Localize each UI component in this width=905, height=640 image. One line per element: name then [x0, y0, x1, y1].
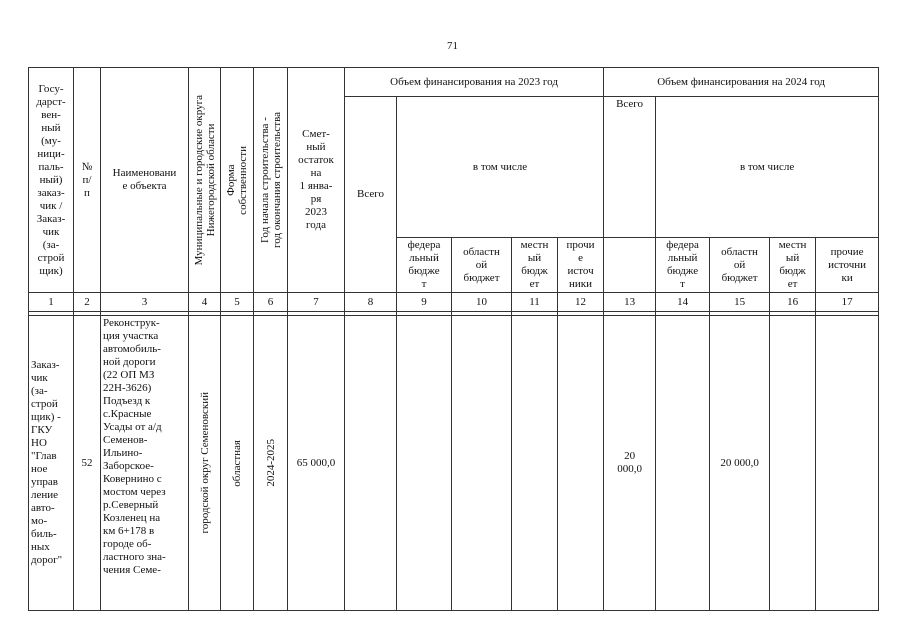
- row-years: 2024-2025: [264, 439, 277, 487]
- header-funding-2024: Объем финансирования на 2024 год: [604, 68, 879, 97]
- row-federal-2023: [397, 316, 452, 611]
- header-ownership: Форма собственности: [225, 145, 249, 215]
- row-municipality: городской округ Семеновский: [198, 392, 211, 534]
- column-number: 14: [656, 293, 710, 312]
- funding-table: [28, 67, 879, 611]
- row-total-2023: [345, 316, 397, 611]
- column-number: 8: [345, 293, 397, 312]
- row-regional-2024: 20 000,0: [710, 316, 770, 611]
- header-empty-2024: [604, 238, 656, 293]
- column-number: 1: [29, 293, 74, 312]
- column-number: 12: [558, 293, 604, 312]
- header-including-2023: в том числе: [397, 97, 604, 238]
- header-municipality-cell: [189, 68, 221, 293]
- header-estimate-remainder: Смет- ный остаток на 1 янва- ря 2023 года: [288, 68, 345, 293]
- column-number: 5: [221, 293, 254, 312]
- header-ownership-cell: [221, 68, 254, 293]
- header-years: Год начала строительства - год окончания строительства: [258, 112, 283, 248]
- column-number: 15: [710, 293, 770, 312]
- header-federal-2023: федера льный бюдже т: [397, 238, 452, 293]
- column-number-row: [29, 293, 879, 312]
- row-other-2023: [558, 316, 604, 611]
- header-total-2024: Всего: [604, 97, 656, 238]
- row-object-name: Реконструк- ция участка автомобиль- ной дороги (22 ОП МЗ 22Н-3626) Подъезд к с.Красные Усады от а/д Семенов- Ильино- Заборское- Ковернино с мостом через р.Северный Козленец на км 6+178 в городе об- ластного зна- чения Семе-: [101, 316, 189, 611]
- header-including-2024: в том числе: [656, 97, 879, 238]
- row-num: 52: [74, 316, 101, 611]
- page-number: 71: [447, 40, 458, 52]
- header-municipality: Муниципальные и городские округа Нижегородской области: [192, 94, 217, 266]
- header-funding-2023: Объем финансирования на 2023 год: [345, 68, 604, 97]
- column-number: 13: [604, 293, 656, 312]
- column-number: 2: [74, 293, 101, 312]
- header-num: № п/ п: [74, 68, 101, 293]
- row-local-2023: [512, 316, 558, 611]
- header-other-2023: прочи е источ ники: [558, 238, 604, 293]
- row-total-2024: 20 000,0: [604, 316, 656, 611]
- column-number: 11: [512, 293, 558, 312]
- column-number: 3: [101, 293, 189, 312]
- header-local-2024: местн ый бюдж ет: [770, 238, 816, 293]
- row-other-2024: [816, 316, 879, 611]
- row-municipality-cell: [189, 316, 221, 611]
- header-federal-2024: федера льный бюдже т: [656, 238, 710, 293]
- column-number: 6: [254, 293, 288, 312]
- table-row: [29, 316, 879, 611]
- row-customer: Заказ- чик (за- строй щик) - ГКУ НО "Глав ное управ ление авто- мо- биль- ных дорог": [29, 316, 74, 611]
- row-ownership-cell: [221, 316, 254, 611]
- row-local-2024: [770, 316, 816, 611]
- header-years-cell: [254, 68, 288, 293]
- header-local-2023: местн ый бюдж ет: [512, 238, 558, 293]
- header-row-1: [29, 68, 879, 97]
- row-federal-2024: [656, 316, 710, 611]
- header-total-2023: Всего: [345, 97, 397, 293]
- column-number: 7: [288, 293, 345, 312]
- header-customer: Госу- дарст- вен- ный (му- ници- паль- ный) заказ- чик / Заказ- чик (за- строй щик): [29, 68, 74, 293]
- column-number: 17: [816, 293, 879, 312]
- header-regional-2023: областн ой бюджет: [452, 238, 512, 293]
- column-number: 4: [189, 293, 221, 312]
- column-number: 9: [397, 293, 452, 312]
- column-number: 10: [452, 293, 512, 312]
- column-number: 16: [770, 293, 816, 312]
- row-estimate-remainder: 65 000,0: [288, 316, 345, 611]
- row-regional-2023: [452, 316, 512, 611]
- header-object-name: Наименовани е объекта: [101, 68, 189, 293]
- row-years-cell: [254, 316, 288, 611]
- header-regional-2024: областн ой бюджет: [710, 238, 770, 293]
- row-ownership: областная: [231, 439, 243, 487]
- header-other-2024: прочие источни ки: [816, 238, 879, 293]
